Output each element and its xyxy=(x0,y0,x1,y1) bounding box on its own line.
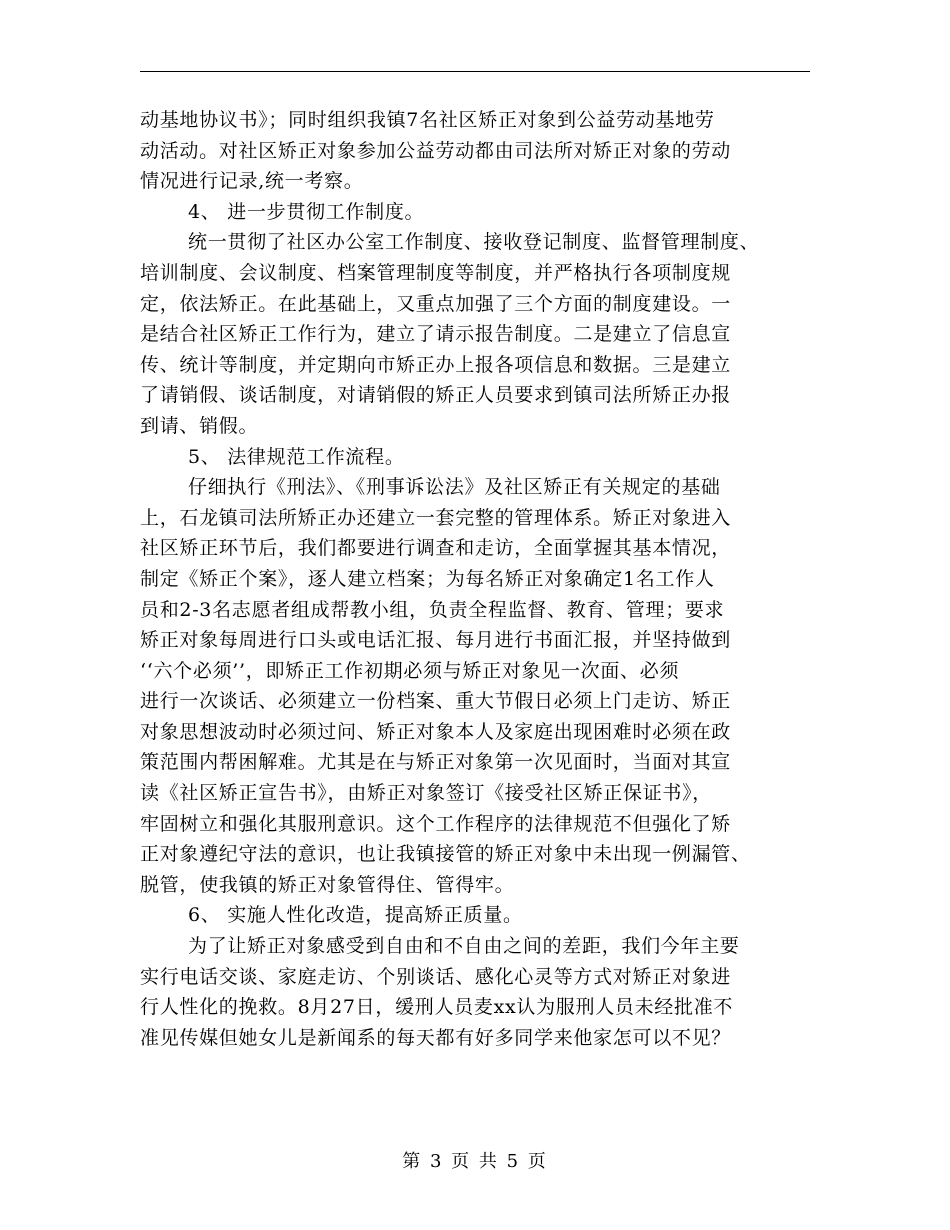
paragraph-start: 仔细执行《刑法》、《刑事诉讼法》及社区矫正有关规定的基础 xyxy=(188,476,721,499)
text-line: 到请、销假。 xyxy=(140,414,259,437)
text-line: 对象思想波动时必须过问、矫正对象本人及家庭出现困难时必须在政 xyxy=(140,720,732,743)
section-heading-5: 5、 法律规范工作流程。 xyxy=(188,445,405,468)
text-line: 是结合社区矫正工作行为，建立了请示报告制度。二是建立了信息宣 xyxy=(140,323,732,346)
text-line: 进行一次谈话、必须建立一份档案、重大节假日必须上门走访、矫正 xyxy=(140,690,732,713)
text-line: 培训制度、会议制度、档案管理制度等制度，并严格执行各项制度规 xyxy=(140,261,732,284)
text-line: 读《社区矫正宣告书》，由矫正对象签订《接受社区矫正保证书》， xyxy=(140,782,713,805)
header-rule xyxy=(140,71,810,72)
text-line: 动活动。对社区矫正对象参加公益劳动都由司法所对矫正对象的劳动 xyxy=(140,139,732,162)
section-heading-4: 4、 进一步贯彻工作制度。 xyxy=(188,200,425,223)
body-text xyxy=(140,105,812,1053)
section-heading-6: 6、 实施人性化改造，提高矫正质量。 xyxy=(188,904,523,927)
text-line: 员和2-3名志愿者组成帮教小组，负责全程监督、教育、管理；要求 xyxy=(140,598,725,621)
text-line: 脱管，使我镇的矫正对象管得住、管得牢。 xyxy=(140,873,515,896)
text-line: 牢固树立和强化其服刑意识。这个工作程序的法律规范不但强化了矫 xyxy=(140,812,732,835)
paragraph-start: 为了让矫正对象感受到自由和不自由之间的差距，我们今年主要 xyxy=(188,935,740,958)
text-line: 实行电话交谈、家庭走访、个别谈话、感化心灵等方式对矫正对象进 xyxy=(140,965,732,988)
text-line: 矫正对象每周进行口头或电话汇报、每月进行书面汇报，并坚持做到 xyxy=(140,629,732,652)
text-line: 情况进行记录,统一考察。 xyxy=(140,170,364,193)
text-line: 准见传媒但她女儿是新闻系的每天都有好多同学来他家怎可以不见？ xyxy=(140,1026,732,1049)
text-line: 制定《矫正个案》，逐人建立档案；为每名矫正对象确定1名工作人 xyxy=(140,567,715,590)
text-line: ‘‘六个必须’’，即矫正工作初期必须与矫正对象见一次面、必须 xyxy=(140,659,680,682)
text-line: 正对象遵纪守法的意识，也让我镇接管的矫正对象中未出现一例漏管、 xyxy=(140,843,751,866)
text-line: 定，依法矫正。在此基础上，又重点加强了三个方面的制度建设。一 xyxy=(140,292,732,315)
text-line: 上，石龙镇司法所矫正办还建立一套完整的管理体系。矫正对象进入 xyxy=(140,506,732,529)
text-line: 动基地协议书》；同时组织我镇7名社区矫正对象到公益劳动基地劳 xyxy=(140,109,715,131)
page-number-footer: 第 3 页 共 5 页 xyxy=(402,1151,548,1172)
paragraph-start: 统一贯彻了社区办公室工作制度、接收登记制度、监督管理制度、 xyxy=(188,231,760,254)
text-line: 社区矫正环节后，我们都要进行调查和走访，全面掌握其基本情况， xyxy=(140,537,732,560)
text-line: 传、统计等制度，并定期向市矫正办上报各项信息和数据。三是建立 xyxy=(140,353,732,376)
text-line: 行人性化的挽救。8月27日，缓刑人员麦xx认为服刑人员未经批准不 xyxy=(140,996,734,1019)
text-line: 了请销假、谈话制度，对请销假的矫正人员要求到镇司法所矫正办报 xyxy=(140,384,732,407)
text-line: 策范围内帮困解难。尤其是在与矫正对象第一次见面时，当面对其宣 xyxy=(140,751,732,774)
